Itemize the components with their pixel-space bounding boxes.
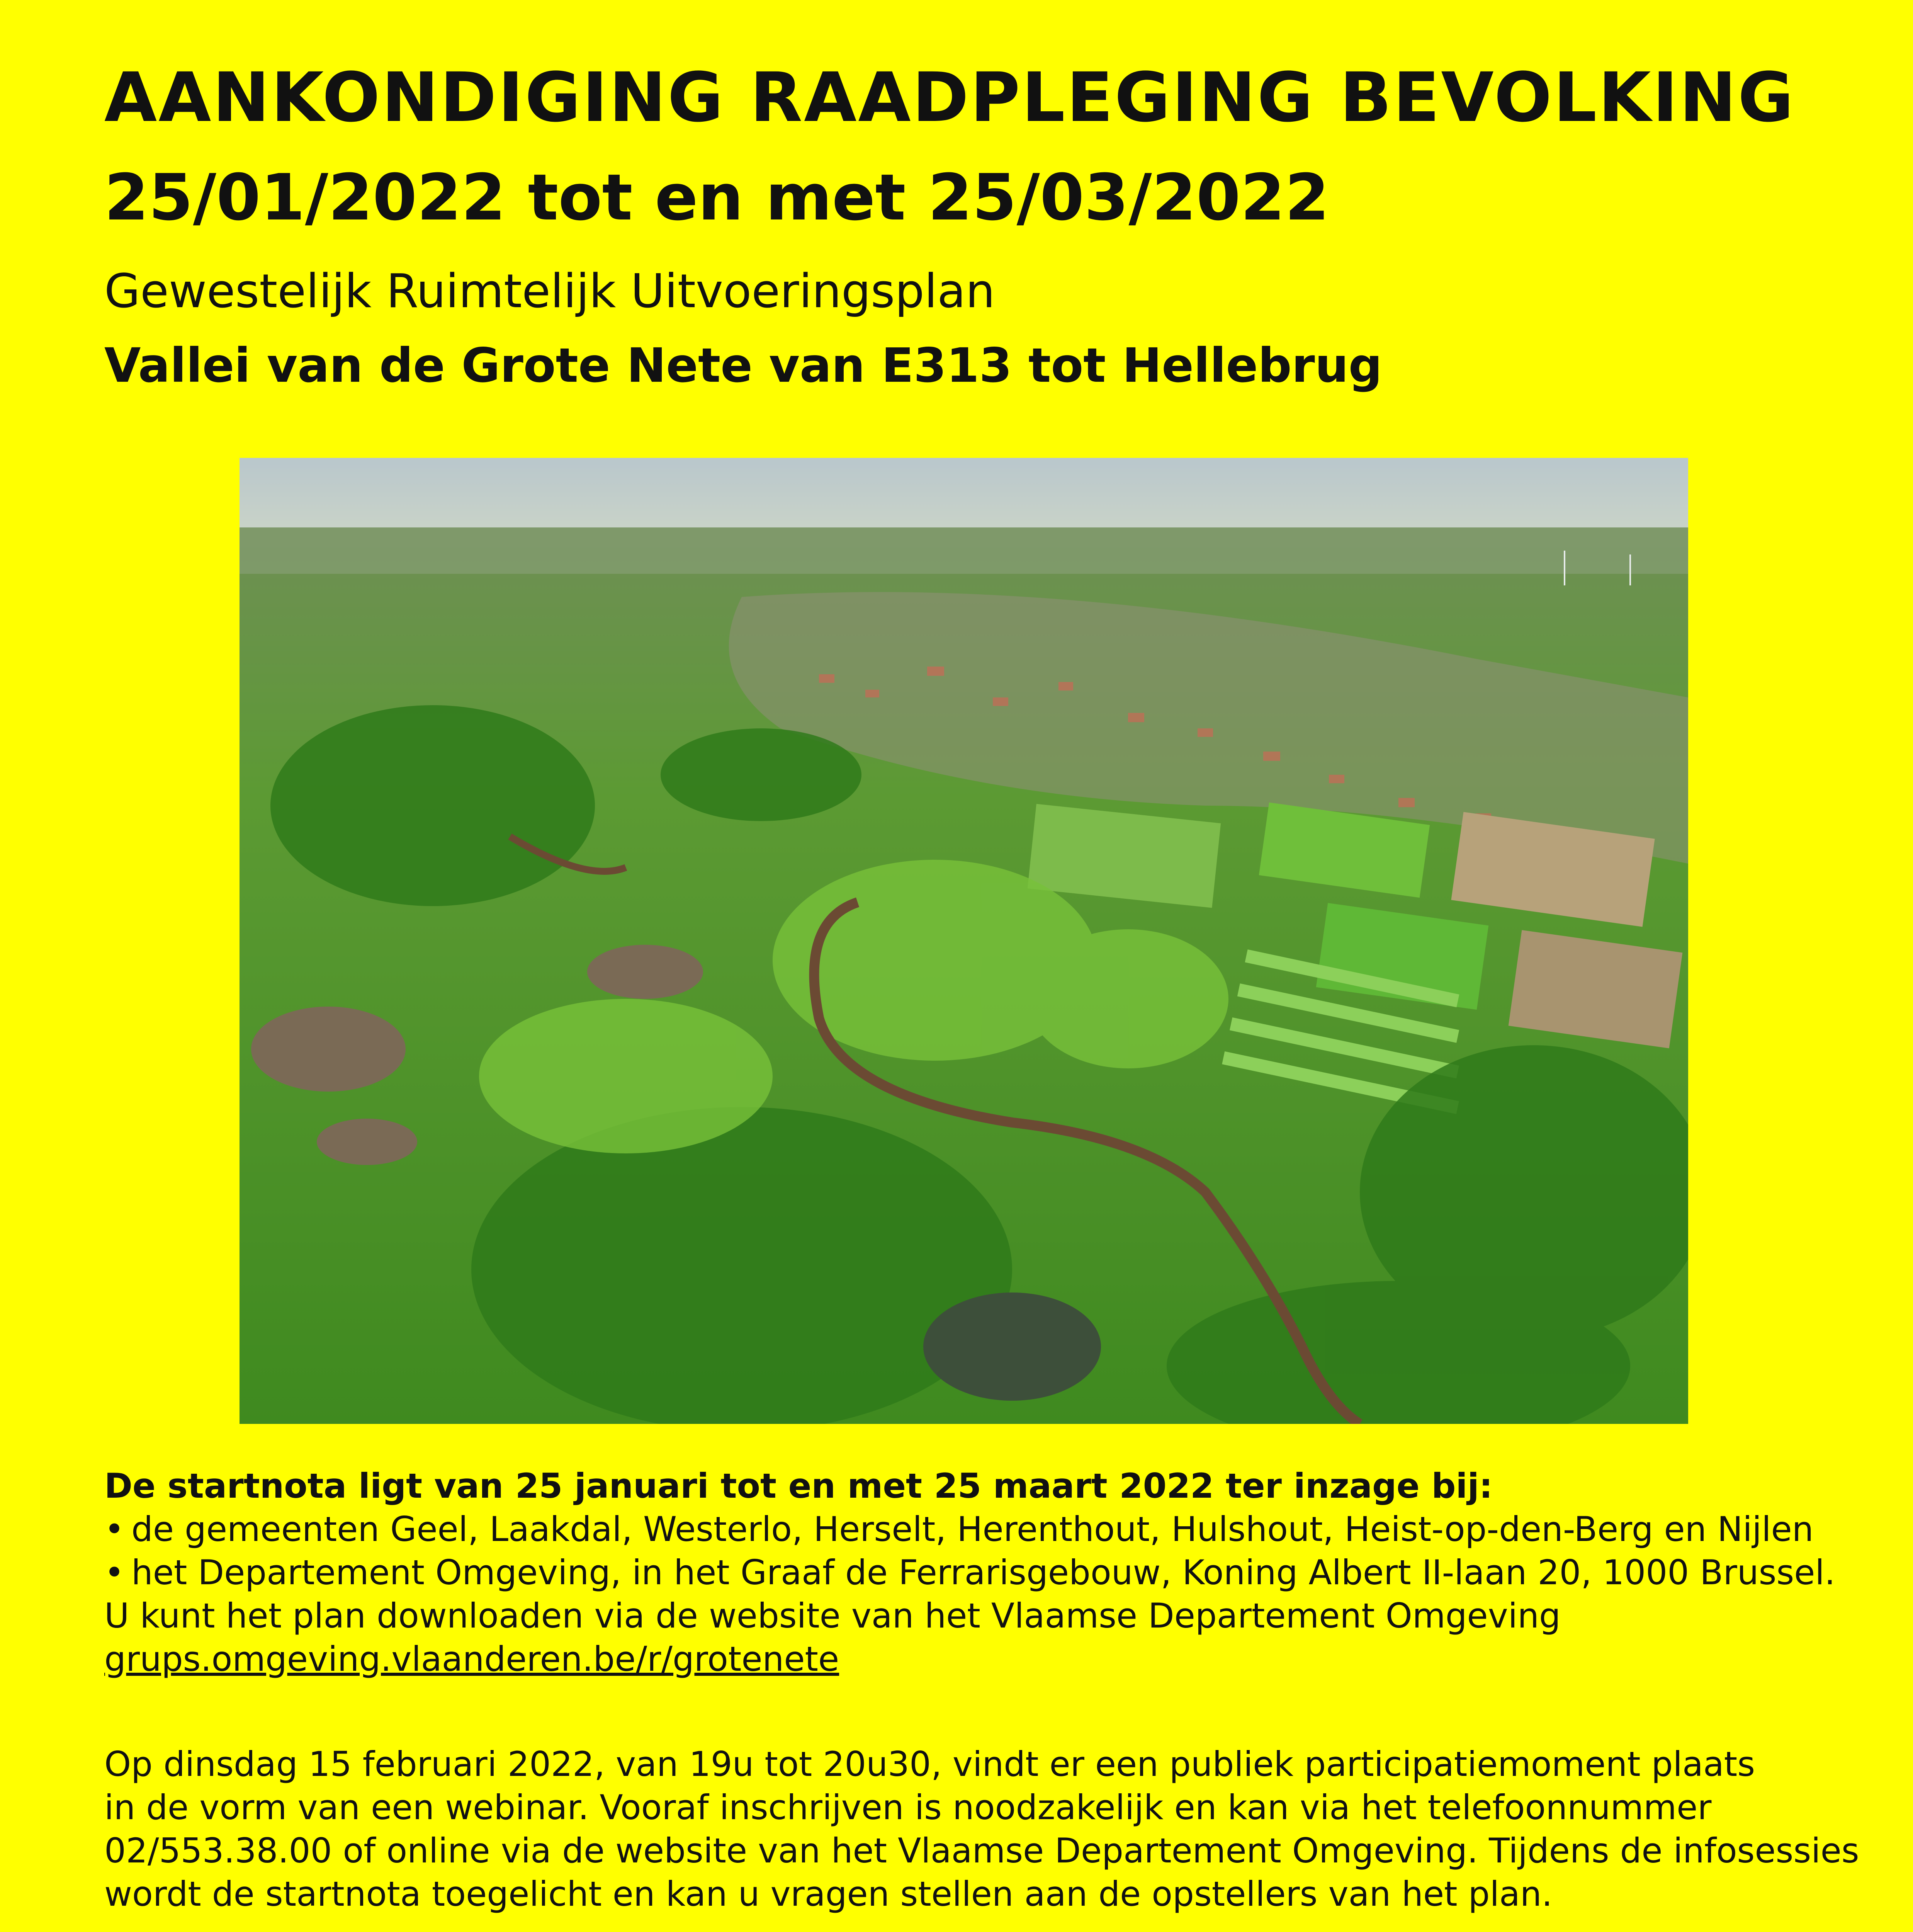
- plan-type: Gewestelijk Ruimtelijk Uitvoeringsplan: [104, 265, 995, 318]
- webinar-paragraph: [104, 1743, 1859, 1916]
- bullet-icon: •: [104, 1509, 124, 1549]
- bullet-text: het Departement Omgeving, in het Graaf de Ferrarisgebouw, Koning Albert II-laan 20, 1000 Brussel.: [131, 1553, 1835, 1592]
- consultation-dates: 25/01/2022 tot en met 25/03/2022: [104, 160, 1329, 235]
- list-item: [104, 1508, 1823, 1551]
- announcement-headline: AANKONDIGING RAADPLEGING BEVOLKING: [104, 58, 1795, 137]
- paragraph-line: Op dinsdag 15 februari 2022, van 19u tot 20u30, vindt er een publiek participatiemoment plaats: [104, 1744, 1755, 1784]
- intro-section: [104, 1464, 1835, 1681]
- bullet-text: de gemeenten Geel, Laakdal, Westerlo, Herselt, Herenthout, Hulshout, Heist-op-den-Berg en Nijlen: [131, 1509, 1814, 1549]
- bullet-icon: •: [104, 1553, 124, 1592]
- paragraph-line: 02/553.38.00 of online via de website van het Vlaamse Departement Omgeving. Tijdens de infosessies: [104, 1831, 1859, 1871]
- download-link[interactable]: grups.omgeving.vlaanderen.be/r/grotenete: [104, 1639, 839, 1679]
- paragraph-line: wordt de startnota toegelicht en kan u vragen stellen aan de opstellers van het plan.: [104, 1874, 1553, 1914]
- plan-name: Vallei van de Grote Nete van E313 tot Hellebrug: [104, 338, 1382, 393]
- aerial-valley-photo: [240, 458, 1688, 1424]
- download-text: U kunt het plan downloaden via de website van het Vlaamse Departement Omgeving: [104, 1596, 1561, 1636]
- intro-title: De startnota ligt van 25 januari tot en met 25 maart 2022 ter inzage bij:: [104, 1466, 1493, 1506]
- paragraph-line: in de vorm van een webinar. Vooraf inschrijven is noodzakelijk en kan via het telefoonnummer: [104, 1787, 1712, 1827]
- list-item: [104, 1551, 1835, 1594]
